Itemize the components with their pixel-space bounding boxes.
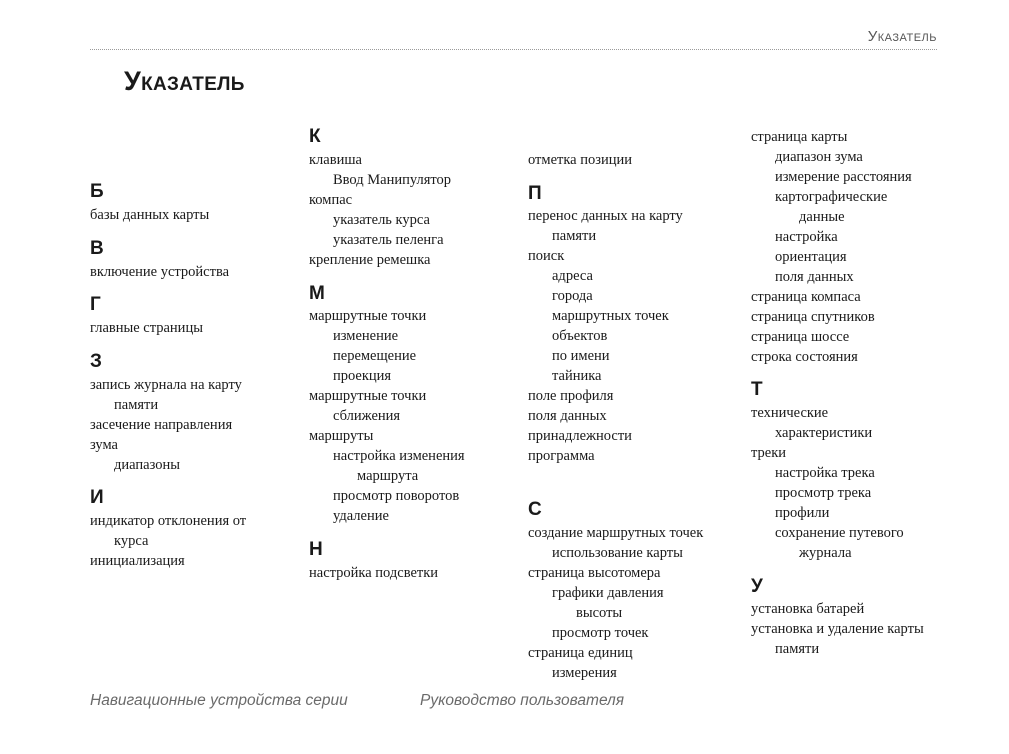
index-subentry: тайника xyxy=(552,368,602,384)
index-subentry: настройка изменения xyxy=(333,448,465,464)
index-entry: главные страницы xyxy=(90,320,203,336)
index-entry: индикатор отклонения от xyxy=(90,513,247,529)
index-entry: установка и удаление карты xyxy=(751,621,924,637)
index-subentry: изменение xyxy=(333,328,399,344)
index-entry: включение устройства xyxy=(90,264,230,280)
index-letter-heading: У xyxy=(751,576,763,597)
index-entry: маршрутные точки xyxy=(309,308,427,324)
index-subentry: настройка трека xyxy=(775,465,875,481)
index-subentry: ориентация xyxy=(775,249,847,265)
header-divider xyxy=(90,49,937,50)
index-entry: компас xyxy=(309,192,353,208)
index-letter-heading: К xyxy=(309,126,321,147)
index-entry: зума xyxy=(90,437,118,453)
index-subentry-continued: высоты xyxy=(576,605,623,621)
index-subentry: проекция xyxy=(333,368,392,384)
index-entry: строка состояния xyxy=(751,349,858,365)
index-subentry: маршрутных точек xyxy=(552,308,669,324)
index-subentry: измерения xyxy=(552,665,617,681)
footer-manual: Руководство пользователя xyxy=(420,692,625,709)
index-entry: поиск xyxy=(528,248,565,264)
index-subentry: поля данных xyxy=(775,269,854,285)
index-subentry: графики давления xyxy=(552,585,664,601)
index-subentry: удаление xyxy=(333,508,389,524)
index-entry: принадлежности xyxy=(528,428,632,444)
index-letter-heading: Б xyxy=(90,181,104,202)
index-entry: страница единиц xyxy=(528,645,633,661)
index-entry: перенос данных на карту xyxy=(528,208,683,224)
index-entry: маршруты xyxy=(309,428,374,444)
index-subentry: по имени xyxy=(552,348,610,364)
index-entry: клавиша xyxy=(309,152,362,168)
index-entry: установка батарей xyxy=(751,601,865,617)
index-entry: создание маршрутных точек xyxy=(528,525,704,541)
index-entry: технические xyxy=(751,405,829,421)
index-entry: маршрутные точки xyxy=(309,388,427,404)
index-subentry: объектов xyxy=(552,328,608,344)
index-letter-heading: Г xyxy=(90,294,101,315)
index-subentry: указатель курса xyxy=(333,212,430,228)
index-letter-heading: Т xyxy=(751,379,763,400)
index-letter-heading: Н xyxy=(309,539,323,560)
index-entry: треки xyxy=(751,445,787,461)
index-entry: поля данных xyxy=(528,408,607,424)
index-entry: поле профиля xyxy=(528,388,614,404)
index-subentry: просмотр поворотов xyxy=(333,488,460,504)
running-header: Указатель xyxy=(867,28,937,45)
index-letter-heading: М xyxy=(309,283,325,304)
index-subentry: перемещение xyxy=(333,348,417,364)
index-subentry: характеристики xyxy=(775,425,873,441)
index-letter-heading: С xyxy=(528,499,542,520)
index-letter-heading: И xyxy=(90,487,104,508)
index-entry: программа xyxy=(528,448,595,464)
index-subentry: указатель пеленга xyxy=(333,232,444,248)
index-subentry: картографические xyxy=(775,189,888,205)
index-subentry: измерение расстояния xyxy=(775,169,912,185)
page-title: Указатель xyxy=(124,66,245,96)
index-subentry: памяти xyxy=(552,228,597,244)
index-subentry: диапазоны xyxy=(114,457,180,473)
index-entry: запись журнала на карту xyxy=(90,377,242,393)
footer-series: Навигационные устройства серии xyxy=(90,692,348,709)
index-entry: базы данных карты xyxy=(90,207,210,223)
index-subentry: профили xyxy=(775,505,830,521)
index-subentry: использование карты xyxy=(552,545,683,561)
index-subentry: диапазон зума xyxy=(775,149,863,165)
index-entry: крепление ремешка xyxy=(309,252,431,268)
index-subentry: просмотр точек xyxy=(552,625,649,641)
index-subentry-continued: маршрута xyxy=(357,468,419,484)
index-entry: страница компаса xyxy=(751,289,861,305)
index-entry: настройка подсветки xyxy=(309,565,439,581)
index-subentry: просмотр трека xyxy=(775,485,872,501)
index-entry: отметка позиции xyxy=(528,152,633,168)
index-subentry: курса xyxy=(114,533,149,549)
index-subentry: сохранение путевого xyxy=(775,525,904,541)
index-letter-heading: З xyxy=(90,351,102,372)
index-subentry-continued: журнала xyxy=(799,545,852,561)
index-entry: засечение направления xyxy=(90,417,233,433)
index-subentry: города xyxy=(552,288,593,304)
index-subentry: памяти xyxy=(775,641,820,657)
index-entry: инициализация xyxy=(90,553,185,569)
index-entry: страница шоссе xyxy=(751,329,850,345)
index-subentry: Ввод Манипулятор xyxy=(333,172,452,188)
index-subentry: сближения xyxy=(333,408,401,424)
index-subentry: памяти xyxy=(114,397,159,413)
index-entry: страница спутников xyxy=(751,309,875,325)
index-subentry: настройка xyxy=(775,229,838,245)
index-entry: страница карты xyxy=(751,129,848,145)
index-entry: страница высотомера xyxy=(528,565,661,581)
index-letter-heading: В xyxy=(90,238,104,259)
index-subentry-continued: данные xyxy=(799,209,845,225)
index-subentry: адреса xyxy=(552,268,593,284)
index-letter-heading: П xyxy=(528,183,542,204)
